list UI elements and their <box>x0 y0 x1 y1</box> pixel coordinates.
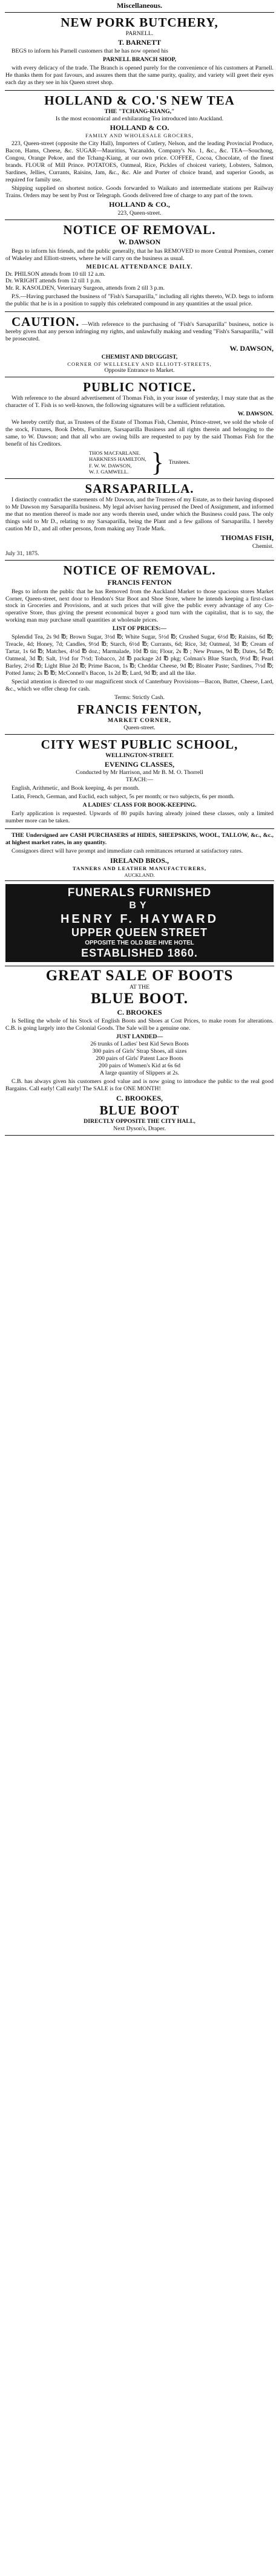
ad-postscript: P.S.—Having purchased the business of "Fish's Sarsaparilla," including all rights thereto, W.D. begs to inform the public that he is in a position to supply this celebrated compound in any quantities at the usual price. <box>5 293 274 308</box>
trustee-name: W. J. GAMWELL. <box>89 469 129 475</box>
languages: Latin, French, German, and Euclid, each subject, 5s per month; or two subjects, 6s per month. <box>11 793 235 801</box>
list-item: 200 pairs of Women's Kid at 6s 6d <box>99 1062 180 1069</box>
ad-body-2: Shipping supplied on shortest notice. Goods forwarded to Waikato and intermediate stations per Railway Trains. Orders may be sent by Post or Telegraph. Goods delivered free of charge to any part of the town. <box>5 184 274 199</box>
firm-street: Queen-street. <box>123 724 156 731</box>
ad-subtitle: THE "TCHANG-KIANG," <box>104 108 175 115</box>
ad-body-2: C.B. has always given his customers good value and is now going to introduce the public to the real good Bargains. Call early! Call early! The SALE is for ONE MONTH! <box>5 1078 274 1092</box>
special-notice: Special attention is directed to our magnificent stock of Canterbury Provisions—Bacon, Butter, Cheese, Lard, &c., which we offer cheap for cash. <box>5 678 274 692</box>
firm-subtitle: TANNERS AND LEATHER MANUFACTURERS, <box>72 865 207 872</box>
ad-body: 223, Queen-street (opposite the City Hall), Importers of Cutlery, Nelson, and the leading Provincial Produce, Bacon, Hams, Cheese, &c. SUGAR—Mauritius, Yacanaldo, Company's No. 1, &c., &c. TEA—Souchong, Congou, Orange Pekoe, and the Tchang-Kiang, at our own price. COFFEE, Cocoa, Chocolate, of the finest brands. FLOUR of Mill Prince. POTATOES, Oatmeal, Rice, Pickles of choicest variety, Lobsters, Salmon, Sardines, Jellies, Currants, Raisins, Jam, &c., &c. Ale and Porter of choice brand, and superior Goods, as required for family use. <box>5 140 274 183</box>
teach-label: TEACH:— <box>125 776 154 784</box>
ad-body: BEGS to inform his Parnell customers that he has now opened his <box>11 48 168 55</box>
shop-name: BLUE BOOT <box>99 1103 180 1118</box>
firm-subtitle: FAMILY AND WHOLESALE GROCERS, <box>85 132 194 139</box>
signature-address: CORNER OF WELLESLEY AND ELLIOTT-STREETS, <box>67 360 212 367</box>
trustee-name: F. W. W. DAWSON, <box>89 462 132 469</box>
ad-body: Is Selling the whole of his Stock of English Boots and Shoes at Cost Prices, to make room for alterations. C.B. is going largely into the Colonial Goods. The Sale will be a genuine one. <box>5 1018 274 1032</box>
ad-title: NOTICE OF REMOVAL. <box>63 223 216 238</box>
ad-public-notice <box>5 377 274 479</box>
shop-address-2: Next Dyson's, Draper. <box>113 1125 166 1133</box>
item-list <box>5 1041 274 1077</box>
ad-body-2: We hereby certify that, as Trustees of the Estate of Thomas Fish, Chemist, Prince-street, we sold the whole of the stock, Fixtures, Book Debts, Furniture, Sarsaparilla Business and all rights therein and belonging to the same, to W. Dawson; and that all who are owing bills are requested to pay by the said Thomas Fish for the benefit of his Creditors. <box>5 418 274 447</box>
ad-title-2: BLUE BOOT. <box>91 990 188 1007</box>
signature-address: 223, Queen-street. <box>117 210 162 217</box>
trustees-label: Trustees. <box>168 458 190 466</box>
advertiser-name: T. BARNETT <box>117 37 162 47</box>
ad-caution <box>5 312 274 377</box>
advertiser-name: FRANCIS FENTON <box>107 577 172 587</box>
ad-holland-tea <box>5 91 274 220</box>
attendance-line: Mr. R. KASOLDEN, Veterinary Surgeon, attends from 2 till 3 p.m. <box>5 285 165 292</box>
funeral-line-2: BY <box>129 900 150 911</box>
ad-text: —With reference to the purchasing of "Fish's Sarsaparilla" business, notice is hereby given that any person infringing my rights, and unlawfully making and vending "Fish's Sarsaparilla," will be prosecuted. <box>5 321 274 343</box>
funeral-line-3: HENRY F. HAYWARD <box>60 912 219 926</box>
ad-date: July 31, 1875. <box>5 550 39 557</box>
signature: W. DAWSON. <box>237 411 274 418</box>
application-note: Early application is requested. Upwards of 80 pupils having already joined these classes, only a limited number more can be taken. <box>5 810 274 824</box>
signature-role: Chemist. <box>252 543 274 550</box>
ad-sarsaparilla <box>5 479 274 561</box>
ad-funerals <box>5 881 274 966</box>
attendance-line: Dr. PHILSON attends from 10 till 12 a.m. <box>5 270 105 278</box>
ad-subtitle: AT THE <box>129 984 150 991</box>
signature: HOLLAND & CO., <box>109 200 170 209</box>
firm-location: AUCKLAND. <box>124 871 155 878</box>
ad-shop-name: PARNELL BRANCH SHOP, <box>102 56 177 63</box>
ad-body: I distinctly contradict the statements of Mr Dawson, and the Trustees of my Estate, as to their having disposed to Mr Dawson my Sarsaparilla business. My legal adviser having perused the Deed of Assignment, and informed me that no mention thereof is made nor any words therein used, under which the Business could pass. The only things sold to Mr D., relating to my Sarsaparilla, being the Plant and a few gallons of Sarsaparilla. I hereby caution Mr D., and all other persons, from making any Trade Mark. <box>5 496 274 532</box>
section-header: Miscellaneous. <box>5 0 274 13</box>
terms: Terms: Strictly Cash. <box>114 694 165 701</box>
ad-title: GREAT SALE OF BOOTS <box>45 968 234 984</box>
ad-title: THE Undersigned are CASH PURCHASERS of HIDES, SHEEPSKINS, WOOL, TALLOW, &c., &c., at highest market rates, in any quantity. <box>5 831 274 846</box>
list-item: 300 pairs of Girls' Strap Shoes, all sizes <box>92 1047 187 1055</box>
ad-title: CAUTION. <box>11 314 80 330</box>
attendance-line: Dr. WRIGHT attends from 12 till 1 p.m. <box>5 278 102 285</box>
ad-removal-fenton <box>5 561 274 735</box>
funeral-line-1: FUNERALS FURNISHED <box>67 886 212 900</box>
firm-name: FRANCIS FENTON, <box>77 701 202 717</box>
ad-title: NEW PORK BUTCHERY, <box>61 15 218 30</box>
ad-body-2: with every delicacy of the trade. The Branch is opened purely for the convenience of his customers at Parnell. He thanks them for past favours, and assures them that the same purity, quality, and variety will greet their eyes each day as they see in his Queen street shop. <box>5 65 274 86</box>
price-list: Splendid Tea, 2s 9d ℔; Brown Sugar, 3½d ℔; White Sugar, 5½d ℔; Crushed Sugar, 6½d ℔; Raisins, 6d ℔; Treacle, 4d; Honey, 7d; Candles, 9½d ℔; Starch, 6½d ℔; Currants, 6d; Rice, 3d; Oatmeal, 3d ℔; Cream of Tartar, 1s 6d ℔; Matches, 4½d ℔ doz.; Marmalade, 10d ℔ tin; Flour, 2s ℔ ; New Prunes, 9d ℔; Dates, 5d ℔; Oatmeal, 3d ℔; Salt, 1½d for 7½d; Tobacco, 2d ℔ package 2d ℔ pkg; Colman's Blue Starch, 9½d ℔; Pearl Barley, 2½d ℔; Light Blue 2d ℔; Prime Bacon, 1s ℔; Cheddar Cheese, 9d ℔; Bloater Paste; Sardines, 7½d ℔; Potted Jams; 2s ℔ ℔; McConnell's Bacon, 1s 2d ℔; Lard, 9d ℔; and all the like. <box>5 634 274 677</box>
signature: THOMAS FISH, <box>220 533 274 542</box>
brace-glyph: } <box>151 447 164 477</box>
ad-title: SARSAPARILLA. <box>85 481 194 496</box>
ad-removal-dawson <box>5 220 274 312</box>
ad-blue-boot <box>5 966 274 1136</box>
ad-body: Begs to inform the public that he has Removed from the Auckland Market to those spacious stores Market Corner, Queen-street, next door to Hendon's Star Boot and Shoe Store, where he intends keeping a first-class stock in Groceries and Provisions, and at such prices that will give the public every advantage of any Co-operative Store, thus giving the present economical buyer a good turn with the capitalist, that is to say, the working man may purchase small quantities at wholesale prices. <box>5 588 274 624</box>
classes-conductors: Conducted by Mr Harrison, and Mr B. M. O. Thorrell <box>76 769 203 776</box>
ad-body: Consignors direct will have prompt and immediate cash remittances returned at satisfactory rates. <box>11 847 243 854</box>
ad-place: PARNELL. <box>125 30 154 37</box>
firm-name: HOLLAND & CO. <box>110 123 169 132</box>
signature-role: CHEMIST AND DRUGGIST, <box>101 353 178 360</box>
classes-title: EVENING CLASSES, <box>104 759 175 769</box>
ad-title: HOLLAND & CO.'S NEW TEA <box>44 93 235 108</box>
signature: W. DAWSON, <box>229 344 274 353</box>
just-landed: JUST LANDED— <box>116 1033 163 1041</box>
price-list-title: LIST OF PRICES:— <box>112 625 167 633</box>
trustee-block <box>5 449 274 476</box>
ad-tagline: Is the most economical and exhilarating Tea introduced into Auckland. <box>55 115 224 122</box>
trustee-name: HARKNESS HAMILTON, <box>89 456 146 463</box>
ad-title: PUBLIC NOTICE. <box>83 380 196 395</box>
funeral-banner <box>5 884 274 962</box>
advertiser-name: W. DAWSON <box>118 238 161 247</box>
attendance-title: MEDICAL ATTENDANCE DAILY. <box>86 263 193 270</box>
funeral-line-5: OPPOSITE THE OLD BEE HIVE HOTEL <box>85 940 194 947</box>
ad-city-west-school <box>5 735 274 829</box>
funeral-line-4: UPPER QUEEN STREET <box>71 926 208 939</box>
ad-body <box>5 315 274 343</box>
shop-address: DIRECTLY OPPOSITE THE CITY HALL, <box>84 1118 195 1125</box>
firm-name: IRELAND BROS., <box>110 856 169 865</box>
firm-location: MARKET CORNER, <box>107 717 172 724</box>
ladies-class: A LADIES' CLASS FOR BOOK-KEEPING. <box>82 801 197 808</box>
signature-opposite: Opposite Entrance to Market. <box>104 367 175 374</box>
list-item: A large quantity of Slippers at 2s. <box>99 1069 180 1076</box>
ad-title: NOTICE OF REMOVAL. <box>63 562 216 577</box>
ad-title: CITY WEST PUBLIC SCHOOL, <box>41 737 238 752</box>
ad-body: With reference to the absurd advertisement of Thomas Fish, in your issue of yesterday, I may state that as the character of T. Fish is so well-known, the following signatures will be a sufficient refutation. <box>5 395 274 409</box>
ad-ireland-bros <box>5 829 274 881</box>
list-item: 200 pairs of Girls' Patent Lace Boots <box>96 1055 183 1062</box>
advertiser-name: C. BROOKES <box>117 1007 162 1016</box>
subjects: English, Arithmetic, and Book keeping, 4s per month. <box>11 785 140 792</box>
signature: C. BROOKES, <box>116 1093 163 1102</box>
ad-body: Begs to inform his friends, and the public generally, that he has REMOVED to more Central Premises, corner of Wakeley and Elliott-streets, where he will carry on the business as usual. <box>5 247 274 262</box>
list-item: 26 trunks of Ladies' best Kid Sewn Boots <box>90 1040 189 1047</box>
funeral-line-6: ESTABLISHED 1860. <box>81 947 198 960</box>
newspaper-column <box>5 0 274 2576</box>
ad-pork-butchery <box>5 13 274 91</box>
trustee-name: THOS MACFARLANE. <box>89 449 141 456</box>
ad-subtitle: WELLINGTON-STREET. <box>105 752 174 759</box>
trustee-list <box>89 450 146 475</box>
